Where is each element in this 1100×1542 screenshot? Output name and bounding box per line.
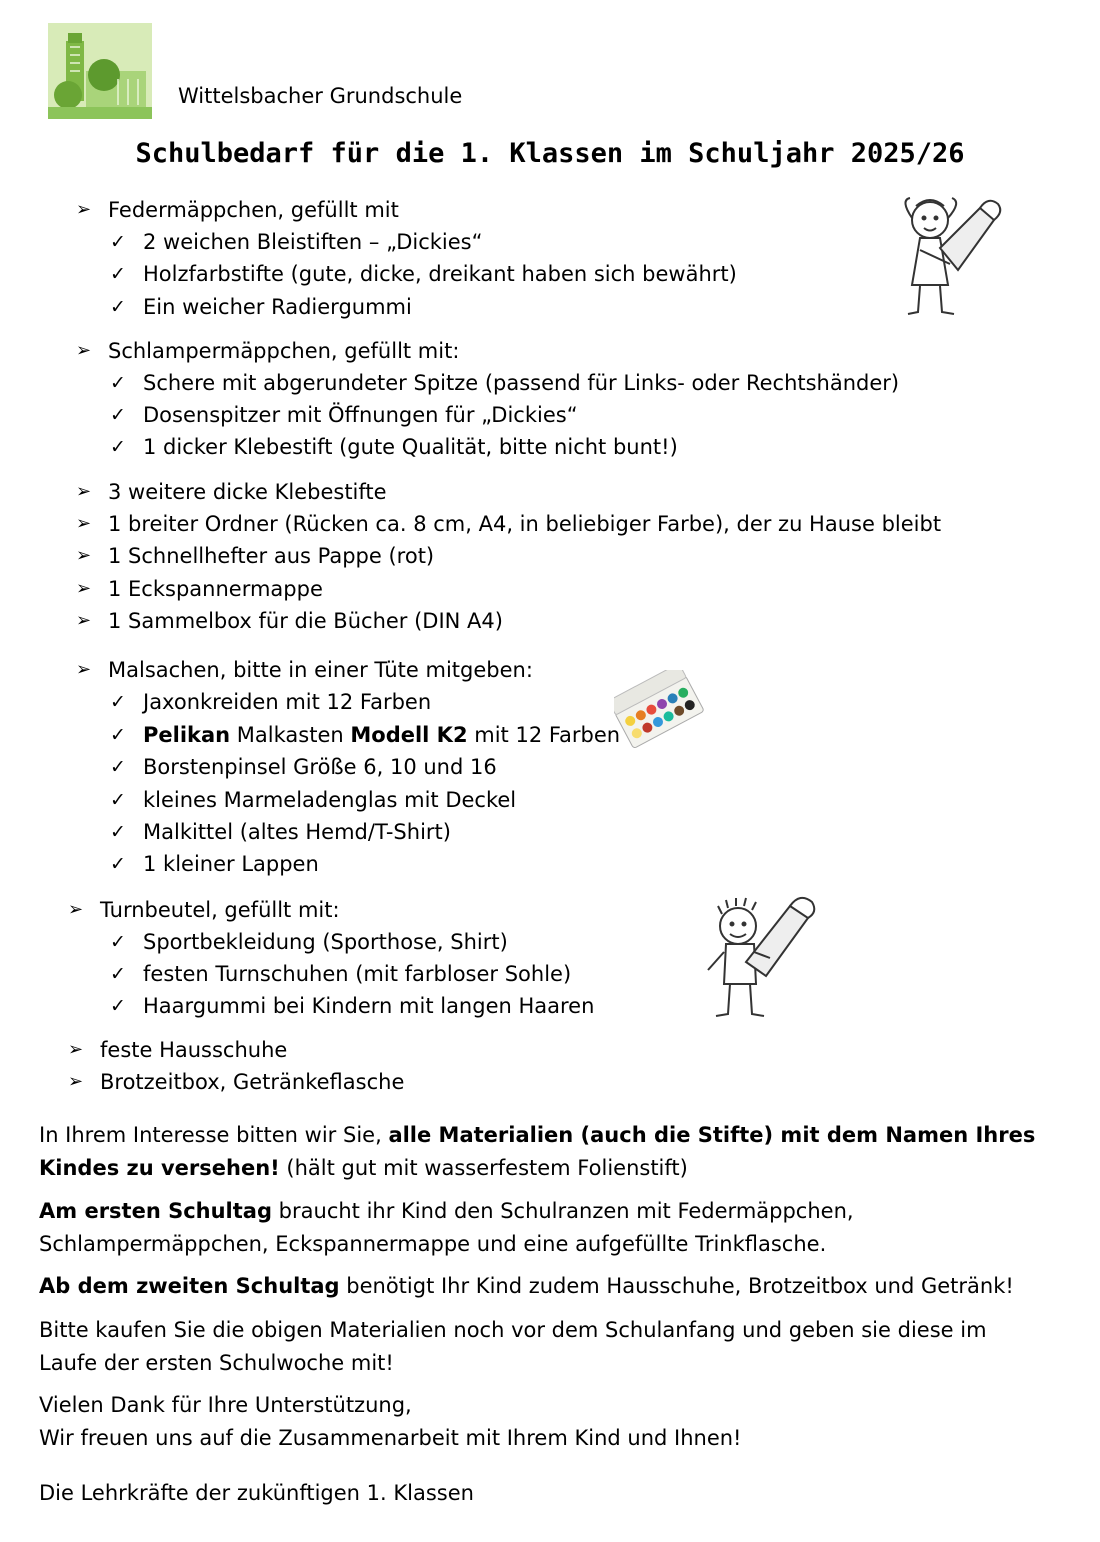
list-item: feste Hausschuhe xyxy=(100,1038,288,1062)
checkmark-icon: ✓ xyxy=(110,724,126,746)
arrow-bullet-icon: ➢ xyxy=(68,1071,84,1092)
checkmark-icon: ✓ xyxy=(110,372,126,394)
emphasis-text: Ab dem zweiten Schultag xyxy=(39,1274,340,1298)
text-fragment: mit 12 Farben xyxy=(467,723,621,747)
arrow-bullet-icon: ➢ xyxy=(76,340,92,361)
list-subitem: 1 dicker Klebestift (gute Qualität, bitte nicht bunt!) xyxy=(143,435,678,459)
school-logo xyxy=(48,23,152,119)
checkmark-icon: ✓ xyxy=(110,995,126,1017)
list-subitem: Borstenpinsel Größe 6, 10 und 16 xyxy=(143,755,497,779)
list-item: 1 Schnellhefter aus Pappe (rot) xyxy=(108,544,435,568)
paint-box-illustration xyxy=(614,670,706,756)
list-subitem: Holzfarbstifte (gute, dicke, dreikant haben sich bewährt) xyxy=(143,262,737,286)
text-fragment: In Ihrem Interesse bitten wir Sie, xyxy=(39,1123,389,1147)
text-fragment: benötigt Ihr Kind zudem Hausschuhe, Brotzeitbox und Getränk! xyxy=(339,1274,1014,1298)
checkmark-icon: ✓ xyxy=(110,821,126,843)
thanks-line: Vielen Dank für Ihre Unterstützung, xyxy=(39,1393,412,1417)
arrow-bullet-icon: ➢ xyxy=(76,513,92,534)
paragraph-buy-request: Bitte kaufen Sie die obigen Materialien noch vor dem Schulanfang und geben sie diese im Laufe der ersten Schulwoche mit! xyxy=(39,1318,987,1375)
text-fragment: Malkasten xyxy=(230,723,351,747)
list-item: Brotzeitbox, Getränkeflasche xyxy=(100,1070,405,1094)
list-item-schlampermaeppchen: Schlampermäppchen, gefüllt mit: xyxy=(108,339,460,363)
checkmark-icon: ✓ xyxy=(110,789,126,811)
paragraph-name-labels xyxy=(39,1119,1079,1185)
list-item-malsachen: Malsachen, bitte in einer Tüte mitgeben: xyxy=(108,658,533,682)
girl-with-school-cone-illustration xyxy=(880,190,1020,325)
list-subitem: Schere mit abgerundeter Spitze (passend für Links- oder Rechtshänder) xyxy=(143,371,900,395)
list-item-federmaeppchen: Federmäppchen, gefüllt mit xyxy=(108,198,399,222)
list-subitem: 1 kleiner Lappen xyxy=(143,852,319,876)
list-subitem: festen Turnschuhen (mit farbloser Sohle) xyxy=(143,962,572,986)
arrow-bullet-icon: ➢ xyxy=(76,545,92,566)
checkmark-icon: ✓ xyxy=(110,296,126,318)
list-subitem: 2 weichen Bleistiften – „Dickies“ xyxy=(143,230,483,254)
closing-line: Wir freuen uns auf die Zusammenarbeit mit Ihrem Kind und Ihnen! xyxy=(39,1426,742,1450)
arrow-bullet-icon: ➢ xyxy=(76,659,92,680)
brand-name: Pelikan xyxy=(143,723,231,747)
list-subitem: Malkittel (altes Hemd/T-Shirt) xyxy=(143,820,451,844)
checkmark-icon: ✓ xyxy=(110,263,126,285)
list-subitem-pelikan xyxy=(143,721,620,749)
arrow-bullet-icon: ➢ xyxy=(76,578,92,599)
list-subitem: Jaxonkreiden mit 12 Farben xyxy=(143,690,432,714)
checkmark-icon: ✓ xyxy=(110,756,126,778)
list-item: 3 weitere dicke Klebestifte xyxy=(108,480,387,504)
list-item: 1 Sammelbox für die Bücher (DIN A4) xyxy=(108,609,503,633)
checkmark-icon: ✓ xyxy=(110,931,126,953)
checkmark-icon: ✓ xyxy=(110,963,126,985)
page-title: Schulbedarf für die 1. Klassen im Schuljahr 2025/26 xyxy=(135,138,965,169)
model-name: Modell K2 xyxy=(350,723,468,747)
list-subitem: kleines Marmeladenglas mit Deckel xyxy=(143,788,517,812)
school-name: Wittelsbacher Grundschule xyxy=(178,84,463,108)
checkmark-icon: ✓ xyxy=(110,404,126,426)
paragraph-first-day xyxy=(39,1195,1079,1261)
boy-with-school-cone-illustration xyxy=(700,892,832,1026)
list-item-turnbeutel: Turnbeutel, gefüllt mit: xyxy=(100,898,340,922)
checkmark-icon: ✓ xyxy=(110,436,126,458)
list-subitem: Haargummi bei Kindern mit langen Haaren xyxy=(143,994,595,1018)
signature-line: Die Lehrkräfte der zukünftigen 1. Klassen xyxy=(39,1481,474,1505)
arrow-bullet-icon: ➢ xyxy=(68,1039,84,1060)
text-fragment: braucht ihr Kind den Schulranzen mit Federmäppchen, Schlampermäppchen, Eckspannermappe und eine aufgefüllte Trinkflasche. xyxy=(39,1199,854,1256)
paragraph-second-day xyxy=(39,1270,1079,1303)
list-subitem: Sportbekleidung (Sporthose, Shirt) xyxy=(143,930,508,954)
arrow-bullet-icon: ➢ xyxy=(76,610,92,631)
arrow-bullet-icon: ➢ xyxy=(76,481,92,502)
checkmark-icon: ✓ xyxy=(110,231,126,253)
emphasis-text: Am ersten Schultag xyxy=(39,1199,272,1223)
checkmark-icon: ✓ xyxy=(110,691,126,713)
list-subitem: Dosenspitzer mit Öffnungen für „Dickies“ xyxy=(143,403,578,427)
list-item: 1 Eckspannermappe xyxy=(108,577,323,601)
arrow-bullet-icon: ➢ xyxy=(76,199,92,220)
text-fragment: (hält gut mit wasserfestem Folienstift) xyxy=(279,1156,688,1180)
checkmark-icon: ✓ xyxy=(110,853,126,875)
list-subitem: Ein weicher Radiergummi xyxy=(143,295,412,319)
arrow-bullet-icon: ➢ xyxy=(68,899,84,920)
list-item: 1 breiter Ordner (Rücken ca. 8 cm, A4, in beliebiger Farbe), der zu Hause bleibt xyxy=(108,512,942,536)
emphasis-text: alle Materialien (auch die Stifte) mit dem Namen Ihres Kindes zu versehen! xyxy=(39,1123,1036,1180)
